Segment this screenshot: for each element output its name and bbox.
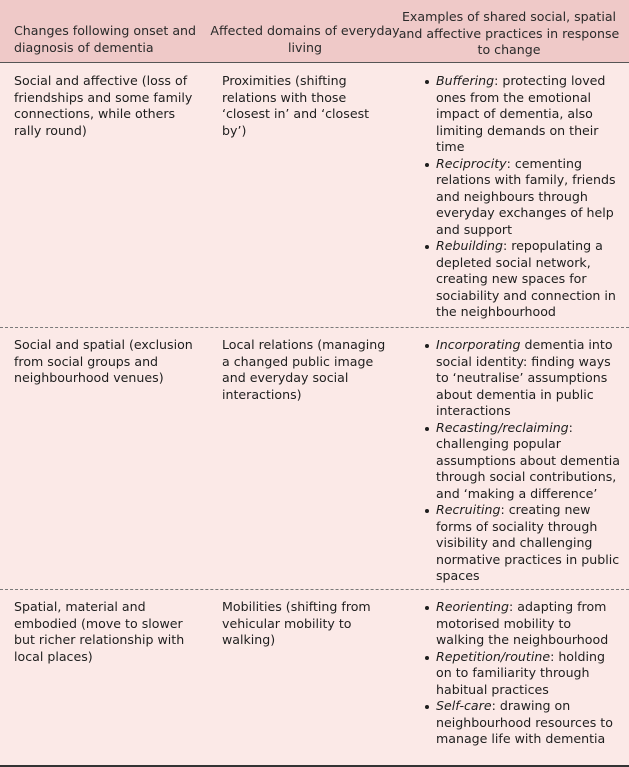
header-domains: Affected domains of everyday living	[210, 23, 400, 55]
practices-list	[423, 599, 623, 748]
practice-text: dementia into social identity: finding ways to ‘neutralise’ assumptions about dementia in public interactions	[436, 337, 613, 418]
list-item	[423, 502, 623, 585]
table-row	[0, 63, 629, 327]
practices-cell	[423, 73, 623, 321]
practice-term: Self-care	[436, 698, 492, 713]
practices-cell	[423, 337, 623, 585]
practice-text: : challenging popular assumptions about dementia through social contributions, and ‘making a difference’	[436, 419, 621, 501]
practice-term: Buffering	[436, 73, 495, 88]
list-item	[423, 599, 623, 649]
list-item	[423, 156, 623, 239]
list-item	[423, 698, 623, 748]
practice-text: : drawing on neighbourhood resources to manage life with dementia	[436, 698, 613, 746]
practice-term: Recruiting	[436, 502, 501, 517]
practice-term: Recasting/reclaiming	[436, 419, 569, 435]
practices-list	[423, 337, 623, 585]
practice-term: Rebuilding	[436, 238, 503, 253]
table-header	[0, 0, 629, 63]
header-changes: Changes following onset and diagnosis of dementia	[14, 23, 197, 55]
practice-text: : adapting from motorised mobility to walking the neighbourhood	[436, 599, 609, 647]
list-item	[423, 337, 623, 420]
practice-text: : protecting loved ones from the emotional impact of dementia, also limiting demands on their time	[436, 73, 606, 154]
table-row	[0, 589, 629, 765]
practice-term: Reciprocity	[436, 155, 507, 171]
list-item	[423, 649, 623, 699]
practices-list	[423, 73, 623, 321]
header-practices: Examples of shared social, spatial and affective practices in response to change	[398, 9, 620, 57]
domain-cell: Proximities (shifting relations with those ‘closest in’ and ‘closest by’)	[222, 73, 370, 138]
list-item	[423, 73, 623, 156]
practice-term: Repetition/routine	[436, 648, 551, 664]
practices-cell	[423, 599, 623, 748]
domain-cell: Local relations (managing a changed public image and everyday social interactions)	[222, 337, 386, 402]
practice-text: : cementing relations with family, friends and neighbours through everyday exchanges of help and support	[436, 155, 616, 237]
list-item	[423, 238, 623, 321]
domain-cell: Mobilities (shifting from vehicular mobility to walking)	[222, 599, 371, 647]
practice-term: Reorienting	[436, 599, 510, 614]
practice-text: : holding on to familiarity through habitual practices	[436, 648, 605, 697]
practice-term: Incorporating	[436, 337, 521, 352]
table-row	[0, 327, 629, 589]
change-cell: Social and affective (loss of friendships and some family connections, while others rally round)	[14, 73, 193, 138]
list-item	[423, 420, 623, 503]
practice-text: : creating new forms of sociality through visibility and challenging normative practices in public spaces	[436, 502, 620, 583]
practice-text: : repopulating a depleted social network, creating new spaces for sociability and connection in the neighbourhood	[436, 238, 616, 319]
change-cell: Spatial, material and embodied (move to slower but richer relationship with local places)	[14, 599, 185, 664]
change-cell: Social and spatial (exclusion from social groups and neighbourhood venues)	[14, 337, 193, 385]
